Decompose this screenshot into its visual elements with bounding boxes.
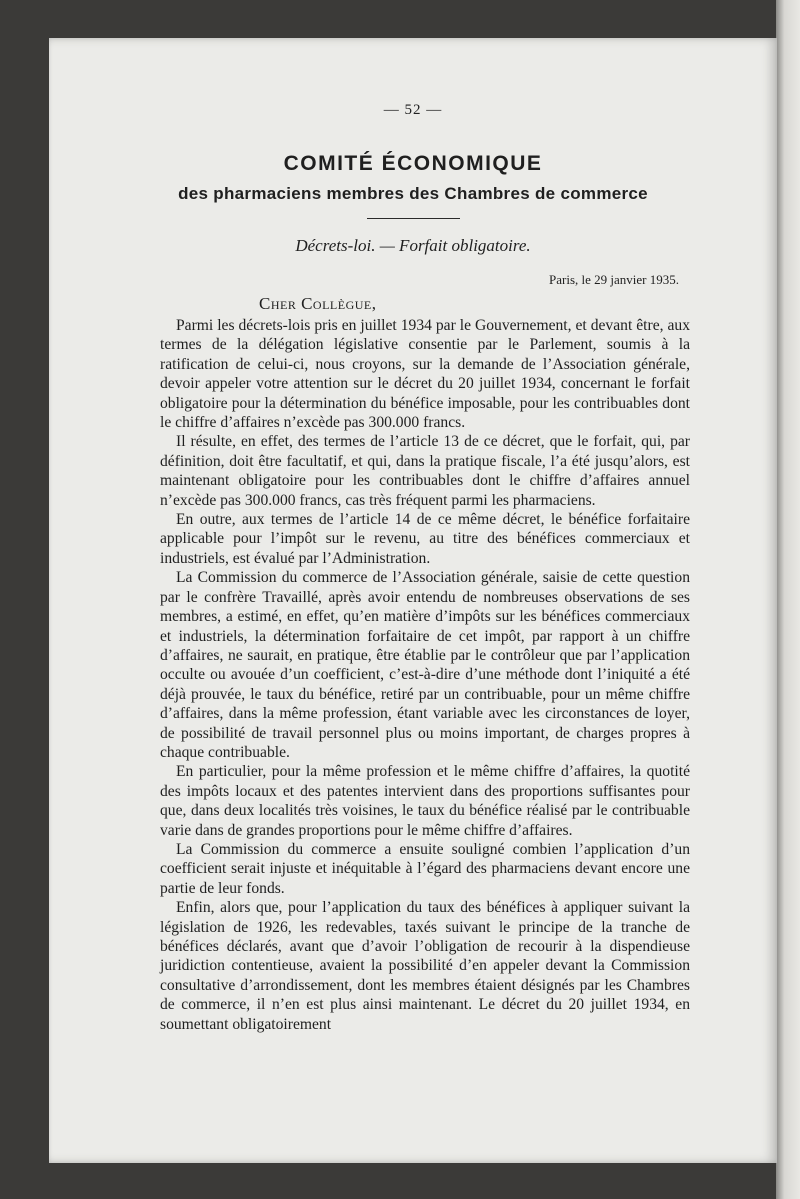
next-page-edge bbox=[776, 0, 800, 1199]
document-page bbox=[49, 38, 777, 1163]
committee-subtitle: des pharmaciens membres des Chambres de commerce bbox=[178, 184, 648, 203]
page-number: — 52 — bbox=[383, 102, 443, 118]
paragraph: Parmi les décrets-lois pris en juillet 1934 par le Gouvernement, et devant être, aux termes de la délégation législative consentie par le Parlement, soumis à la ratification de celui-ci, nous croyons, sur la demande de l’Association générale, devoir appeler votre attention sur le décret du 20 juillet 1934, concernant le forfait obligatoire pour la détermination du bénéfice imposable, pour les contribuables dont le chiffre d’affaires n’excède pas 300.000 francs. bbox=[160, 317, 690, 432]
committee-title: COMITÉ ÉCONOMIQUE bbox=[283, 152, 543, 175]
title-divider bbox=[367, 218, 460, 219]
paragraph: Il résulte, en effet, des termes de l’article 13 de ce décret, que le forfait, qui, par définition, doit être facultatif, et qui, dans la pratique fiscale, l’a été jusqu’alors, est maintenant obligatoire pour les contribuables dont le chiffre d’affaires annuel n’excède pas 300.000 francs, cas très fréquent parmi les pharmaciens. bbox=[160, 433, 690, 509]
paragraph: En particulier, pour la même profession et le même chiffre d’affaires, la quotité des impôts locaux et des patentes intervient dans des proportions suffisantes pour que, dans deux localités très voisines, le taux du bénéfice réalisé par le contribuable varie dans de grandes proportions pour le même chiffre d’affaires. bbox=[160, 763, 690, 839]
letter-body bbox=[160, 316, 690, 1034]
paragraph: La Commission du commerce de l’Association générale, saisie de cette question par le confrère Travaillé, après avoir entendu de nombreuses observations de ses membres, a estimé, en effet, qu’en matière d’impôts sur les bénéfices commerciaux et industriels, la détermination forfaitaire de cet impôt, par rapport à un chiffre d’affaires, ne saurait, en pratique, être établie par le contrôleur que par l’application occulte ou avouée d’un coefficient, c’est-à-dire d’une méthode dont l’iniquité a été déjà prouvée, le taux du bénéfice, retiré par un contribuable, pour un même chiffre d’affaires, dans la même profession, étant variable avec les circonstances de loyer, de possibilité de travail personnel plus ou moins important, de charges propres à chaque contribuable. bbox=[160, 569, 690, 761]
salutation: Cher Collègue, bbox=[259, 294, 377, 313]
paragraph: La Commission du commerce a ensuite souligné combien l’application d’un coefficient serait injuste et inéquitable à l’égard des pharmaciens devant encore une partie de leur fonds. bbox=[160, 840, 690, 897]
paragraph: Enfin, alors que, pour l’application du taux des bénéfices à appliquer suivant la législation de 1926, les redevables, taxés suivant le principe de la tranche de bénéfices déclarés, avant que d’avoir l’obligation de recourir à la dispendieuse juridiction contentieuse, avaient la possibilité d’en appeler devant la Commission consultative d’arrondissement, dont les membres étaient désignés par les Chambres de commerce, il n’en est plus ainsi maintenant. Le décret du 20 juillet 1934, en soumettant obligatoirement bbox=[160, 899, 690, 1033]
paragraph: En outre, aux termes de l’article 14 de ce même décret, le bénéfice forfaitaire applicable pour l’impôt sur le revenu, au titre des bénéfices commerciaux et industriels, est évalué par l’Administration. bbox=[160, 511, 690, 567]
date-line: Paris, le 29 janvier 1935. bbox=[549, 272, 679, 287]
subject-line: Décrets-loi. — Forfait obligatoire. bbox=[295, 236, 531, 255]
